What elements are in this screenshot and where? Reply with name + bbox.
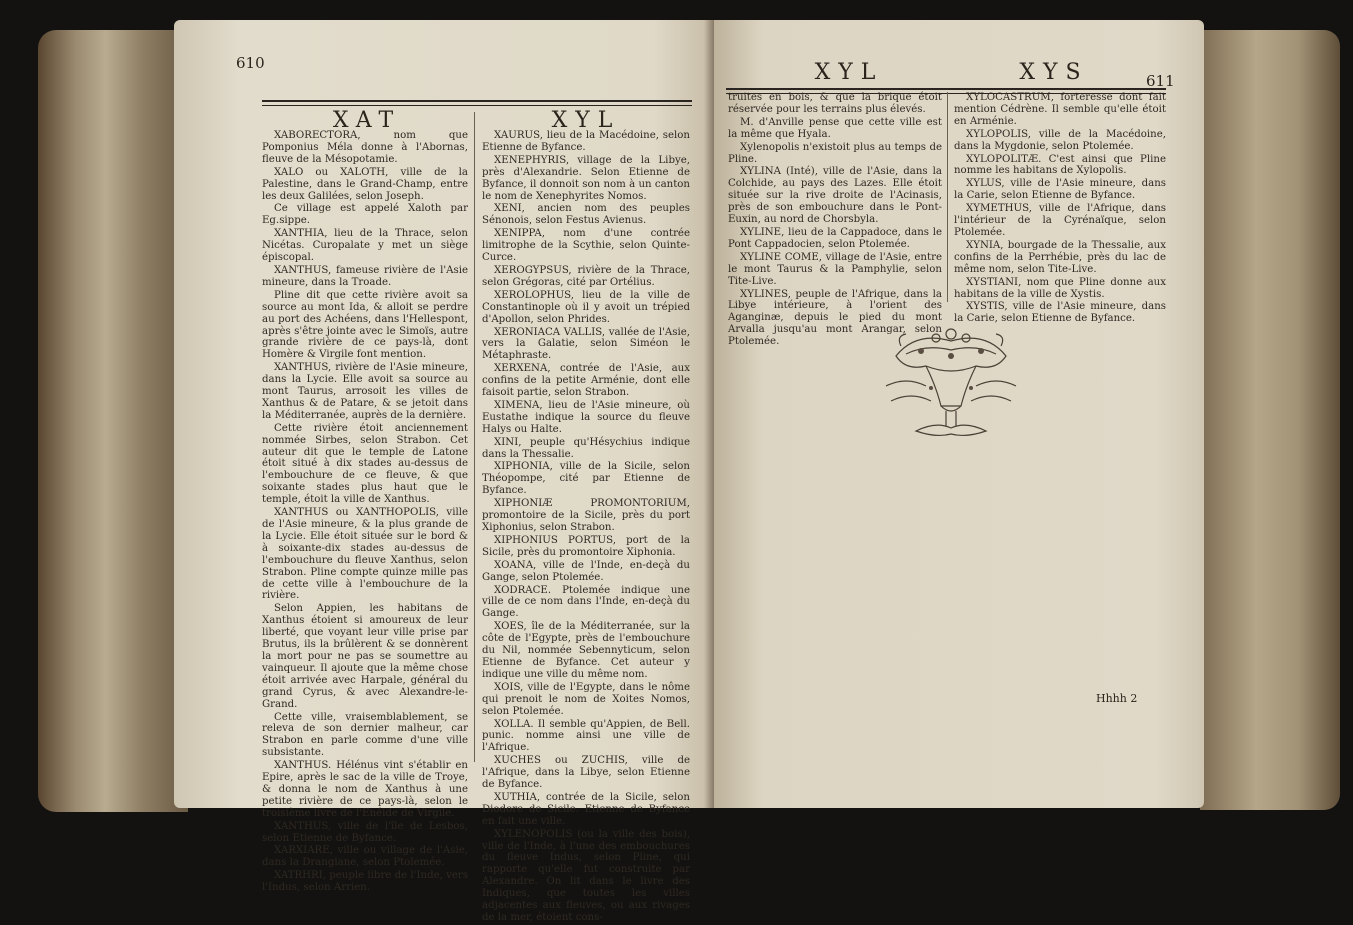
header-rule	[262, 100, 692, 106]
entry: XUTHIA, contrée de la Sicile, selon Diodore de Sicile. Etienne de Byfance en fait une ville.	[482, 791, 690, 827]
entry: M. d'Anville pense que cette ville est la même que Hyala.	[728, 116, 942, 140]
text-column-2	[954, 92, 1166, 326]
entry: XYSTIS, ville de l'Asie mineure, dans la Carie, selon Etienne de Byfance.	[954, 301, 1166, 325]
entry: XIPHONIÆ PROMONTORIUM, promontoire de la Sicile, près du port Xiphonius, selon Strabon.	[482, 498, 690, 533]
entry: Pline dit que cette rivière avoit sa source au mont Ida, & alloit se perdre au port des Achéens, dans l'Hellespont, après s'être jointe avec le Simoïs, autre grande rivière de ce pays-là, dont Homère & Virgile font mention.	[262, 289, 468, 361]
entry: Cette rivière étoit anciennement nommée Sirbes, selon Strabon. Cet auteur dit que le temple de Latone étoit situé à dix stades au-dessus de l'embouchure de ce fleuve, & que soixante stades plus haut que le temple, étoit la ville de Xanthus.	[262, 422, 468, 506]
column-header: XYL	[551, 108, 621, 133]
column-header: XYL	[814, 60, 884, 85]
entry: XOIS, ville de l'Egypte, dans le nôme qui prenoit le nom de Xoites Nomos, selon Ptolemée.	[482, 681, 690, 717]
text-column-1	[728, 92, 942, 349]
entry: XYLOPOLIS, ville de la Macédoine, dans la Mygdonie, selon Ptolemée.	[954, 128, 1166, 152]
entry: XANTHUS, fameuse rivière de l'Asie mineure, dans la Troade.	[262, 264, 468, 288]
entry: XYSTIANI, nom que Pline donne aux habitans de la ville de Xystis.	[954, 276, 1166, 300]
entry: Selon Appien, les habitans de Xanthus étoient si amoureux de leur liberté, que voyant leur ville prise par Brutus, ils la brûlèrent & se donnèrent la mort pour ne pas se soumettre au vainqueur. Il ajoute que la même chose étoit arrivée avec Harpale, général du grand Cyrus, & avec Alexandre-le-Grand.	[262, 603, 468, 710]
column-header: XYS	[1019, 60, 1089, 85]
entry: XAURUS, lieu de la Macédoine, selon Etienne de Byfance.	[482, 130, 690, 153]
entry: XOES, île de la Méditerranée, sur la côte de l'Egypte, près de l'embouchure du Nil, nommée Sebennyticum, selon Etienne de Byfance. Cet auteur y indique une ville du même nom.	[482, 621, 690, 680]
entry: Xylenopolis n'existoit plus au temps de Pline.	[728, 141, 942, 165]
entry: XYLENOPOLIS (ou la ville des bois), ville de l'Inde, à l'une des embouchures du fleuve Indus, selon Pline, qui rapporte qu'elle fut construite par Alexandre. On lit dans le livre des Indiques, que toutes les villes adjacentes aux fleuves, ou aux rivages de la mer, étoient cons-	[482, 828, 690, 923]
entry: XANTHUS, rivière de l'Asie mineure, dans la Lycie. Elle avoit sa source au mont Taurus, arrosoit les villes de Xanthus & de Patare, & se jetoit dans la Méditerranée, auprès de la dernière.	[262, 362, 468, 421]
entry: XYLINES, peuple de l'Afrique, dans la Libye intérieure, à l'orient des Aganginæ, depuis le pied du mont Arvalla jusqu'au mont Arangar, selon Ptolemée.	[728, 288, 942, 348]
entry: XANTHUS ou XANTHOPOLIS, ville de l'Asie mineure, & la plus grande de la Lycie. Elle étoit située sur le bord & à soixante-dix stades au-dessus de l'embouchure du fleuve Xanthus, selon Strabon. Pline compte quinze mille pas de cette ville à l'embouchure de la rivière.	[262, 507, 468, 602]
entry: XYLINA (Inté), ville de l'Asie, dans la Colchide, au pays des Lazes. Elle étoit située sur la rive droite de l'Acinasis, près de son embouchure dans le Pont-Euxin, au nord de Chorsbyla.	[728, 166, 942, 226]
entry: Ce village est appelé Xaloth par Eg.sippe.	[262, 203, 468, 227]
open-book	[14, 8, 1342, 923]
column-divider	[474, 112, 475, 762]
entry: XIPHONIUS PORTUS, port de la Sicile, près du promontoire Xiphonia.	[482, 534, 690, 558]
column-divider	[947, 92, 948, 302]
entry: XYLUS, ville de l'Asie mineure, dans la Carie, selon Etienne de Byfance.	[954, 178, 1166, 202]
left-page-edges	[38, 30, 188, 812]
entry: XINI, peuple qu'Hésychius indique dans la Thessalie.	[482, 436, 690, 460]
text-column-1	[262, 130, 468, 895]
entry: XENIPPA, nom d'une contrée limitrophe de la Scythie, selon Quinte-Curce.	[482, 228, 690, 264]
left-page	[174, 20, 719, 923]
entry: XYLINE COME, village de l'Asie, entre le mont Taurus & la Pamphylie, selon Tite-Live.	[728, 251, 942, 287]
entry: XARXIARE, ville ou village de l'Asie, dans la Drangiane, selon Ptolemée.	[262, 845, 468, 869]
entry: XODRACE. Ptolemée indique une ville de ce nom dans l'Inde, en-deçà du Gange.	[482, 584, 690, 620]
entry: XYNIA, bourgade de la Thessalie, aux confins de la Perrhébie, près du lac de même nom, selon Tite-Live.	[954, 239, 1166, 275]
entry: XYMETHUS, ville de l'Afrique, dans l'intérieur de la Cyrénaïque, selon Ptolemée.	[954, 203, 1166, 238]
entry: XATRHRI, peuple libre de l'Inde, vers l'Indus, selon Arrien.	[262, 870, 468, 894]
entry: XABORECTORA, nom que Pomponius Méla donne à l'Abornas, fleuve de la Mésopotamie.	[262, 130, 468, 165]
entry: truites en bois, & que la brique étoit réservée pour les terrains plus élevés.	[728, 92, 942, 115]
entry: XALO ou XALOTH, ville de la Palestine, dans le Grand-Champ, entre les deux Galilées, selon Joseph.	[262, 166, 468, 202]
entry: XUCHES ou ZUCHIS, ville de l'Afrique, dans la Libye, selon Etienne de Byfance.	[482, 755, 690, 791]
text-column-2	[482, 130, 690, 925]
entry: XANTHUS, ville de l'île de Lesbos, selon Etienne de Byfance.	[262, 820, 468, 844]
column-header: XAT	[332, 108, 402, 133]
entry: XYLINE, lieu de la Cappadoce, dans le Pont Cappadocien, selon Ptolemée.	[728, 226, 942, 250]
entry: XYLOPOLITÆ. C'est ainsi que Pline nomme les habitans de Xylopolis.	[954, 153, 1166, 177]
entry: XERXENA, contrée de l'Asie, aux confins de la petite Arménie, dont elle faisoit partie, selon Strabon.	[482, 363, 690, 399]
entry: XANTHIA, lieu de la Thrace, selon Nicétas. Curopalate y met un siège épiscopal.	[262, 228, 468, 264]
signature-mark: Hhhh 2	[1096, 692, 1138, 705]
entry: XEROGYPSUS, rivière de la Thrace, selon Grégoras, cité par Ortélius.	[482, 264, 690, 288]
entry: XYLOCASTRUM, forteresse dont fait mention Cédrène. Il semble qu'elle étoit en Arménie.	[954, 92, 1166, 127]
entry: XEROLOPHUS, lieu de la ville de Constantinople où il y avoit un trépied d'Apollon, selon Phrides.	[482, 289, 690, 325]
page-number: 610	[236, 54, 265, 72]
entry: Cette ville, vraisemblablement, se releva de son dernier malheur, car Strabon en parle comme d'une ville subsistante.	[262, 711, 468, 759]
entry: XIPHONIA, ville de la Sicile, selon Théopompe, cité par Etienne de Byfance.	[482, 461, 690, 497]
page-number: 611	[1146, 72, 1175, 90]
entry: XENI, ancien nom des peuples Sénonois, selon Festus Avienus.	[482, 203, 690, 227]
entry: XOLLA. Il semble qu'Appien, de Bell. punic. nomme ainsi une ville de l'Afrique.	[482, 718, 690, 754]
entry: XIMENA, lieu de l'Asie mineure, où Eustathe indique la source du fleuve Halys ou Halte.	[482, 399, 690, 435]
right-page	[714, 20, 1204, 808]
entry: XERONIACA VALLIS, vallée de l'Asie, vers la Galatie, selon Siméon le Métaphraste.	[482, 326, 690, 362]
entry: XANTHUS. Hélénus vint s'établir en Epire, après le sac de la ville de Troye, & donna le nom de Xanthus à une petite rivière de ce pays-là, selon le troisième livre de l'Enéide de Virgile.	[262, 760, 468, 819]
right-page-edges	[1200, 30, 1340, 810]
entry: XOANA, ville de l'Inde, en-deçà du Gange, selon Ptolemée.	[482, 559, 690, 583]
entry: XENEPHYRIS, village de la Libye, près d'Alexandrie. Selon Etienne de Byfance, il donnoit son nom à un canton le nom de Xenephyrites Nomos.	[482, 154, 690, 202]
vase-ornament-icon	[876, 326, 1026, 456]
